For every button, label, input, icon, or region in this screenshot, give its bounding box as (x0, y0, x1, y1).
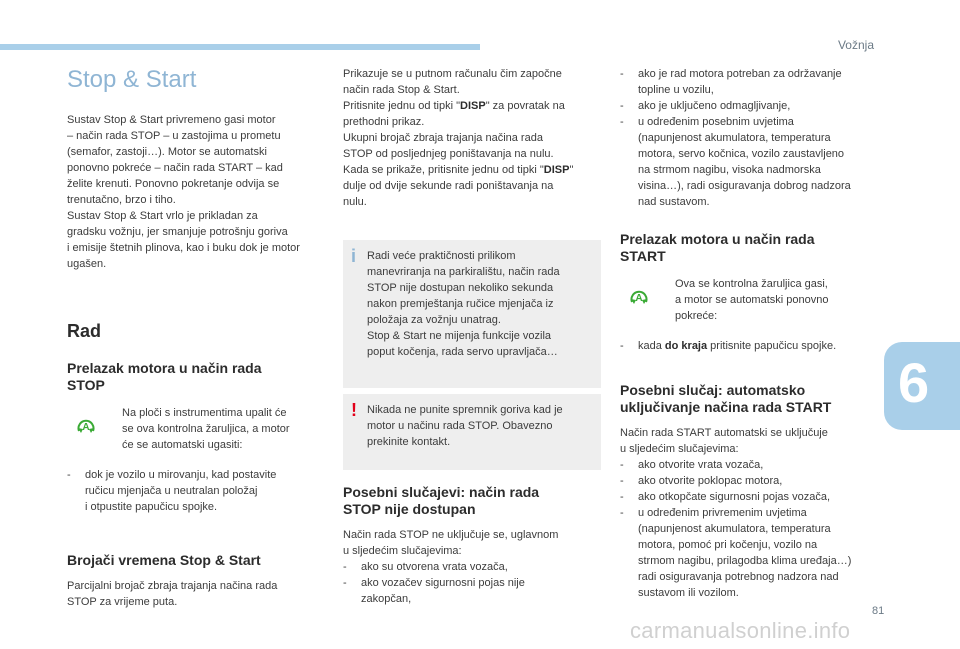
auto-a-indicator-icon (77, 417, 95, 434)
heading-start: Prelazak motora u način rada START (620, 231, 815, 264)
info-icon: i (351, 246, 357, 266)
header-bar (0, 44, 480, 50)
watermark: carmanualsonline.info (630, 618, 851, 643)
list-item: - u određenim posebnim uvjetima (napunjenost akumulatora, temperatura motora, servo kočnica, vozilo zaustavljeno na strmom nagibu, visoka nadmorska visina…), radi osiguravanja dobrog nadzora nad sustavom. (620, 114, 878, 210)
list-item: - ako otvorite vrata vozača, (620, 457, 878, 473)
list-item: - ako je rad motora potreban za održavanje topline u vozilu, (620, 66, 878, 98)
list-item: - ako vozačev sigurnosni pojas nije zakopčan, (343, 575, 601, 607)
start-indicator-note: A Ova se kontrolna žaruljica gasi, a motor se automatski ponovno pokreće: (620, 276, 878, 324)
display-text: Prikazuje se u putnom računalu čim započne način rada Stop & Start. Pritisnite jednu od tipki "DISP" za povratak na prethodni prikaz. Ukupni brojač zbraja trajanja načina rada STOP od posljednjeg poništavanja na nulu. Kada se prikaže, pritisnite jednu od tipki "DISP" dulje od dvije sekunde radi poništavanja na nulu. (343, 68, 574, 208)
heading-counter: Brojači vremena Stop & Start (67, 552, 261, 568)
info-box: i Radi veće praktičnosti prilikom manevriranja na parkiralištu, način rada STOP nije dostupan nekoliko sekunda nakon premještanja ručice mjenjača iz položaja za vožnju unatrag. Stop & Start ne mijenja funkcije vozila poput kočenja, rada servo upravljača… (343, 240, 601, 388)
list-item: - ako otvorite poklopac motora, (620, 473, 878, 489)
heading-special-stop: Posebni slučajevi: način rada STOP nije dostupan (343, 484, 540, 517)
heading-auto-start: Posebni slučaj: automatsko uključivanje načina rada START (620, 382, 832, 415)
heading-stop: Prelazak motora u način rada STOP (67, 360, 262, 393)
warning-icon: ! (351, 400, 357, 420)
counter-text: Parcijalni brojač zbraja trajanja načina rada STOP za vrijeme puta. (67, 580, 278, 608)
column-3 (620, 66, 878, 601)
list-item: - ako je uključeno odmagljivanje, (620, 98, 878, 114)
page-title: Stop & Start (67, 66, 197, 93)
svg-text:A: A (82, 422, 90, 433)
list-item: - dok je vozilo u mirovanju, kad postavite ručicu mjenjača u neutralan položaj i otpustite papučicu spojke. (67, 467, 325, 515)
column-2 (343, 66, 601, 607)
warning-box: ! Nikada ne punite spremnik goriva kad je motor u načinu rada STOP. Obavezno prekinite kontakt. (343, 394, 601, 470)
special-intro: Način rada STOP ne uključuje se, uglavnom u sljedećim slučajevima: (343, 529, 559, 557)
list-item: - u određenim privremenim uvjetima (napunjenost akumulatora, temperatura motora, pomoć pri kočenju, vozilo na strmom nagibu, prilagodba klima uređaja…) radi osiguravanja potrebnog nadzora nad sustavom ili vozilom. (620, 505, 878, 601)
page-number: 81 (872, 605, 885, 617)
list-item: - ako otkopčate sigurnosni pojas vozača, (620, 489, 878, 505)
auto-intro: Način rada START automatski se uključuje u sljedećim slučajevima: (620, 427, 828, 455)
list-item: - ako su otvorena vrata vozača, (343, 559, 601, 575)
chapter-number: 6 (898, 351, 930, 414)
intro-text: Sustav Stop & Start privremeno gasi motor – način rada STOP – u zastojima u prometu (semafor, zastoji…). Motor se automatski ponovno pokreće – način rada START – kad želite krenuti. Ponovno pokretanje odvija se trenutačno, brzo i tiho. Sustav Stop & Start vrlo je prikladan za gradsku vožnju, jer smanjuje potrošnju goriva i emisije štetnih plinova, kao i buku dok je motor ugašen. (67, 114, 300, 270)
svg-text:A: A (635, 293, 643, 304)
section-heading-rad: Rad (67, 321, 102, 341)
stop-indicator-note: A Na ploči s instrumentima upalit će se ova kontrolna žaruljica, a motor će se automatski ugasiti: (67, 405, 325, 453)
chapter-title: Vožnja (837, 38, 874, 52)
list-item: - kada do kraja pritisnite papučicu spojke. (620, 338, 878, 354)
chapter-tab (884, 342, 960, 430)
auto-a-indicator-icon (630, 288, 648, 305)
column-1 (67, 66, 325, 610)
